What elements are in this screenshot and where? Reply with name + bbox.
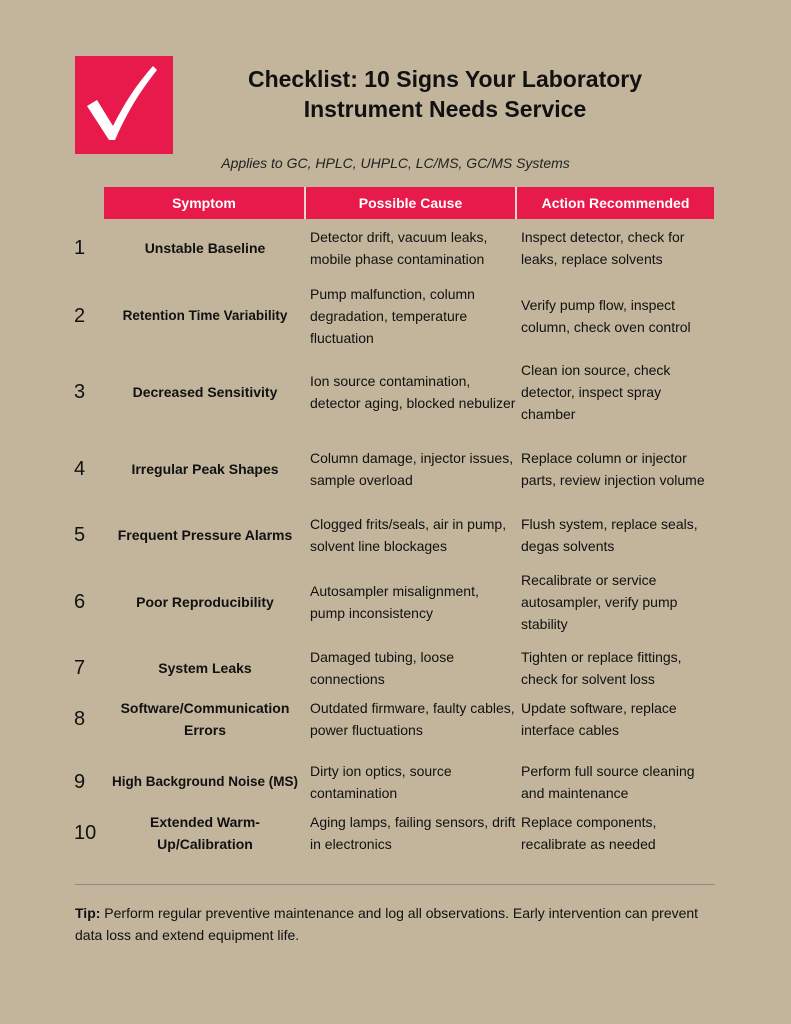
row-symptom: Irregular Peak Shapes [131, 461, 279, 477]
row-symptom: Extended Warm-Up/Calibration [150, 814, 260, 852]
row-cause: Damaged tubing, loose connections [310, 649, 454, 687]
divider [75, 884, 715, 885]
row-cause: Autosampler misalignment, pump inconsistency [310, 583, 479, 621]
table-row [70, 569, 720, 635]
row-number: 4 [74, 457, 86, 480]
row-action: Update software, replace interface cables [521, 700, 677, 738]
row-action: Recalibrate or service autosampler, verify pump stability [521, 572, 678, 632]
row-cause: Dirty ion optics, source contamination [310, 763, 452, 801]
row-cause: Clogged frits/seals, air in pump, solvent line blockages [310, 516, 507, 554]
checkmark-logo [75, 56, 173, 154]
row-cause: Pump malfunction, column degradation, temperature fluctuation [310, 286, 475, 346]
row-action: Verify pump flow, inspect column, check oven control [521, 297, 691, 335]
tip-text: Perform regular preventive maintenance and log all observations. Early intervention can prevent data loss and extend equipment life. [75, 905, 699, 943]
row-cause: Aging lamps, failing sensors, drift in electronics [310, 814, 516, 852]
row-number: 7 [74, 656, 86, 679]
row-number: 5 [74, 523, 86, 546]
row-number: 8 [74, 707, 86, 730]
row-symptom: Poor Reproducibility [136, 594, 274, 610]
table-row [70, 760, 720, 804]
row-action: Clean ion source, check detector, inspect spray chamber [521, 362, 671, 422]
tip-label: Tip: [75, 905, 101, 921]
row-action: Perform full source cleaning and maintenance [521, 763, 695, 801]
table-row [70, 697, 720, 741]
table-row [70, 811, 720, 855]
row-action: Tighten or replace fittings, check for solvent loss [521, 649, 682, 687]
row-cause: Ion source contamination, detector aging, blocked nebulizer [310, 373, 516, 411]
row-number: 6 [74, 590, 86, 613]
table-row [70, 226, 720, 270]
table-row [70, 513, 720, 557]
column-header-action: Action Recommended [517, 187, 714, 219]
row-symptom: Software/Communication Errors [120, 700, 290, 738]
row-action: Replace components, recalibrate as needed [521, 814, 657, 852]
row-action: Replace column or injector parts, review injection volume [521, 450, 705, 488]
row-cause: Column damage, injector issues, sample overload [310, 450, 514, 488]
table-row [70, 436, 720, 502]
row-number: 2 [74, 304, 86, 327]
row-symptom: Frequent Pressure Alarms [117, 527, 293, 543]
table-header [104, 187, 714, 219]
column-header-cause: Possible Cause [306, 187, 517, 219]
page-subtitle: Applies to GC, HPLC, UHPLC, LC/MS, GC/MS Systems [221, 155, 570, 171]
row-number: 10 [74, 821, 97, 844]
table-row [70, 283, 720, 349]
row-symptom: High Background Noise (MS) [111, 774, 298, 789]
table-row [70, 646, 720, 690]
row-symptom: System Leaks [158, 660, 252, 676]
checkmark-icon [75, 56, 173, 154]
table-row [70, 359, 720, 425]
row-symptom: Decreased Sensitivity [132, 384, 278, 400]
row-action: Flush system, replace seals, degas solvents [521, 516, 698, 554]
column-header-symptom: Symptom [104, 187, 306, 219]
page-title: Checklist: 10 Signs Your Laboratory Instrument Needs Service [247, 66, 643, 122]
row-action: Inspect detector, check for leaks, replace solvents [521, 229, 685, 267]
row-cause: Detector drift, vacuum leaks, mobile phase contamination [310, 229, 488, 267]
row-cause: Outdated firmware, faulty cables, power fluctuations [310, 700, 515, 738]
row-symptom: Unstable Baseline [144, 240, 266, 256]
row-number: 9 [74, 770, 86, 793]
row-number: 3 [74, 380, 86, 403]
tip-note [75, 902, 715, 946]
row-number: 1 [74, 236, 86, 259]
row-symptom: Retention Time Variability [122, 308, 288, 323]
